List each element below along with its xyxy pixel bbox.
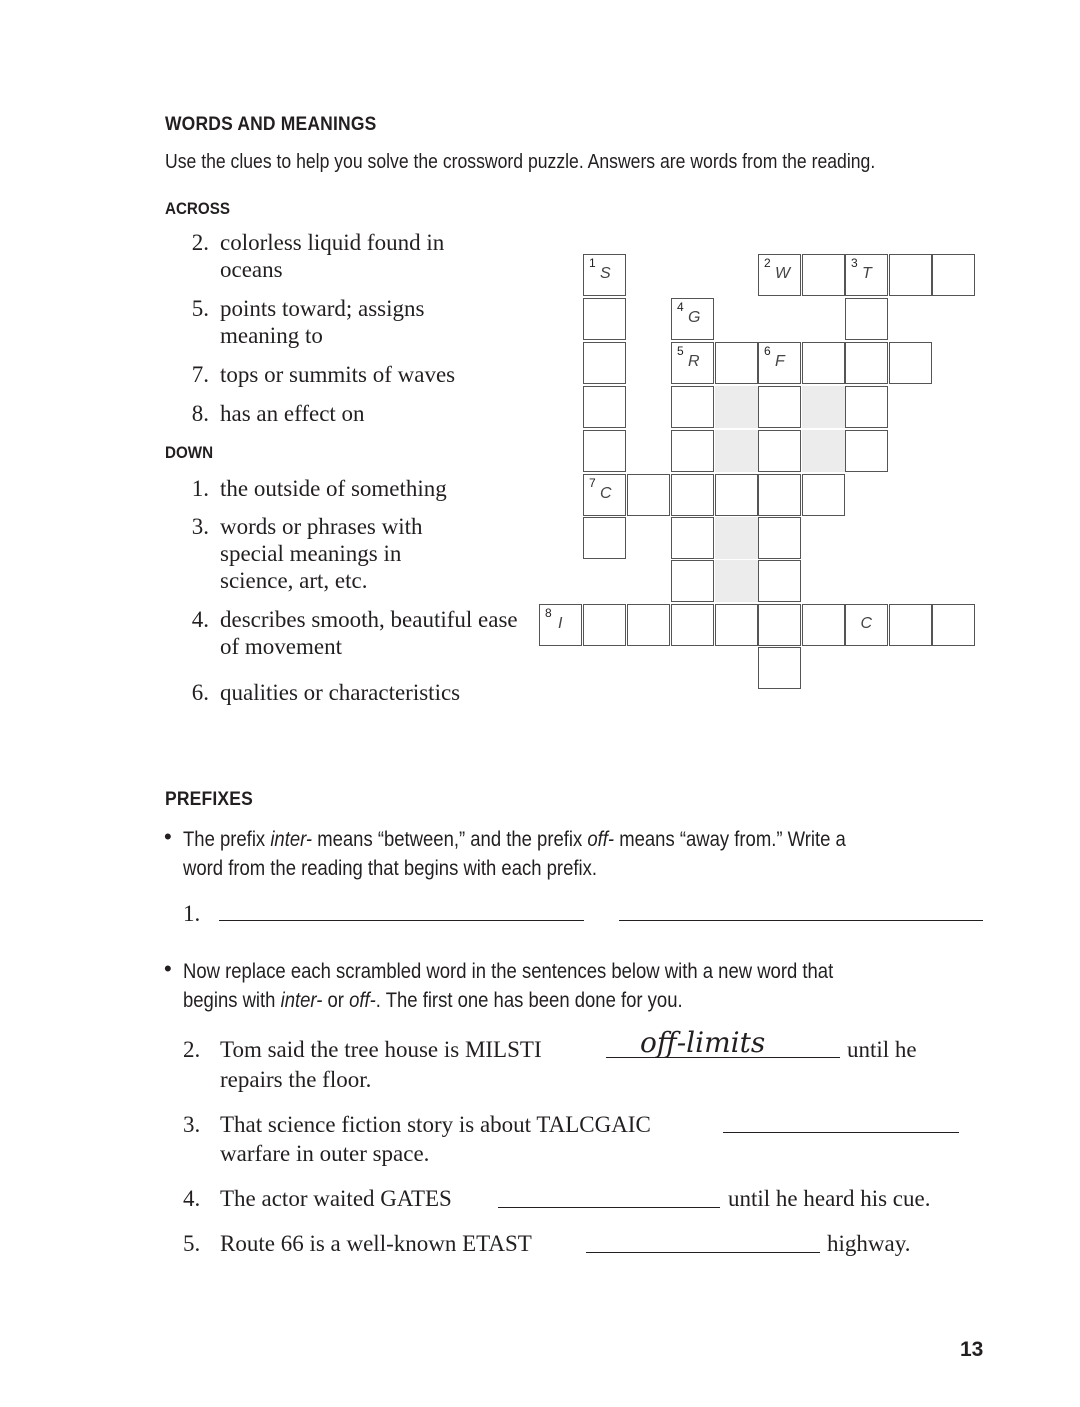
prefix-instruction-2: Now replace each scrambled word in the sentences below with a new word that: [183, 960, 834, 983]
cell-letter: W: [775, 265, 791, 282]
crossword-cell[interactable]: [583, 430, 626, 472]
across-heading: ACROSS: [165, 200, 230, 218]
clue-number: 6.: [191, 680, 209, 705]
sentence-3-text: That science fiction story is about TALCGAIC: [220, 1112, 651, 1137]
answer-line-off[interactable]: [619, 920, 983, 921]
instruction-part: . The first one has been done for you.: [375, 989, 683, 1012]
cell-number: 8: [545, 606, 552, 620]
sentence-3-number: 3.: [183, 1112, 201, 1137]
crossword-cell[interactable]: [583, 517, 626, 559]
clue-number: 5.: [191, 296, 209, 321]
crossword-cell[interactable]: [758, 254, 801, 296]
clue-number: 7.: [191, 362, 209, 387]
crossword-cell[interactable]: [932, 604, 975, 646]
crossword-cell[interactable]: [932, 254, 975, 296]
crossword-cell[interactable]: [845, 342, 888, 384]
prefix-term: off-: [349, 989, 376, 1012]
crossword-cell[interactable]: [671, 430, 714, 472]
item-1-number: 1.: [183, 901, 201, 926]
cell-letter: R: [688, 353, 700, 370]
crossword-cell[interactable]: [845, 604, 888, 646]
crossword-cell[interactable]: [671, 474, 714, 516]
answer-line-inter[interactable]: [219, 920, 584, 921]
crossword-cell[interactable]: [583, 474, 626, 516]
sentence-5-after: highway.: [827, 1231, 911, 1256]
crossword-cell[interactable]: [845, 298, 888, 340]
crossword-cell[interactable]: [715, 342, 758, 384]
crossword-cell[interactable]: [583, 386, 626, 428]
cell-number: 4: [677, 300, 684, 314]
cell-letter: G: [688, 309, 701, 326]
clue-text: describes smooth, beautiful ease of movement: [220, 607, 518, 659]
clue-text: has an effect on: [220, 401, 365, 426]
clue-number: 1.: [191, 476, 209, 501]
crossword-cell[interactable]: [583, 342, 626, 384]
crossword-cell[interactable]: [889, 254, 932, 296]
crossword-cell[interactable]: [758, 430, 801, 472]
prefix-term: off-: [587, 828, 615, 851]
prefix-term: inter-: [280, 989, 323, 1012]
bullet-icon: •: [164, 824, 172, 849]
instruction-part: means “between,” and the prefix: [312, 828, 588, 851]
instruction-part: means “away from.” Write a: [614, 828, 846, 851]
prefix-term: inter-: [270, 828, 313, 851]
instruction-part: begins with: [183, 989, 281, 1012]
crossword-cell[interactable]: [845, 254, 888, 296]
crossword-cell[interactable]: [758, 604, 801, 646]
crossword-cell[interactable]: [889, 604, 932, 646]
cell-letter: T: [862, 265, 872, 282]
cell-number: 5: [677, 344, 684, 358]
cell-number: 3: [851, 256, 858, 270]
blank-block: [802, 430, 845, 472]
blank-block: [802, 386, 845, 428]
sentence-4-number: 4.: [183, 1186, 201, 1211]
clue-number: 3.: [191, 514, 209, 539]
crossword-cell[interactable]: [845, 386, 888, 428]
prefix-instruction-2-cont: [183, 986, 683, 1015]
crossword-cell[interactable]: [671, 560, 714, 602]
sentence-5-number: 5.: [183, 1231, 201, 1256]
sentence-2: [183, 1035, 200, 1065]
clue-text: qualities or characteristics: [220, 680, 461, 705]
answer-line-5[interactable]: [586, 1252, 820, 1253]
crossword-cell[interactable]: [758, 474, 801, 516]
sentence-2-after: until he: [847, 1037, 917, 1062]
crossword-cell[interactable]: [758, 386, 801, 428]
section-title-prefixes: PREFIXES: [165, 789, 253, 810]
crossword-cell[interactable]: [627, 474, 670, 516]
instruction-part: or: [322, 989, 350, 1012]
crossword-cell[interactable]: [671, 298, 714, 340]
sentence-2-text: Tom said the tree house is MILSTI: [220, 1037, 542, 1062]
cell-letter: C: [600, 485, 612, 502]
clue-text: words or phrases with special meanings in science, art, etc.: [220, 514, 423, 593]
crossword-cell[interactable]: [671, 517, 714, 559]
answer-line-4[interactable]: [498, 1207, 720, 1208]
cell-letter: S: [600, 265, 611, 282]
crossword-cell[interactable]: [583, 254, 626, 296]
crossword-cell[interactable]: [671, 342, 714, 384]
blank-block: [715, 430, 758, 472]
clue-number: 2.: [191, 230, 209, 255]
sentence-3-cont: warfare in outer space.: [220, 1141, 430, 1166]
cell-number: 6: [764, 344, 771, 358]
crossword-cell[interactable]: [889, 342, 932, 384]
page-number: 13: [960, 1338, 984, 1361]
blank-block: [715, 386, 758, 428]
answer-line-3[interactable]: [723, 1132, 959, 1133]
crossword-cell[interactable]: [583, 604, 626, 646]
cell-letter: C: [860, 615, 873, 632]
crossword-cell[interactable]: [671, 386, 714, 428]
cell-number: 2: [764, 256, 771, 270]
instruction-part: The prefix: [183, 828, 271, 851]
cell-number: 7: [589, 476, 596, 490]
crossword-cell[interactable]: [758, 647, 801, 689]
sentence-4-text: The actor waited GATES: [220, 1186, 452, 1211]
crossword-cell[interactable]: [539, 604, 582, 646]
crossword-cell[interactable]: [758, 560, 801, 602]
clue-number: 4.: [191, 607, 209, 632]
crossword-cell[interactable]: [802, 474, 845, 516]
prefix-instruction-1: [183, 825, 846, 854]
blank-block: [715, 560, 758, 602]
bullet-icon: •: [164, 956, 172, 981]
sentence-number: 2.: [183, 1037, 201, 1062]
crossword-cell[interactable]: [715, 474, 758, 516]
crossword-cell[interactable]: [802, 342, 845, 384]
crossword-cell[interactable]: [802, 604, 845, 646]
handwritten-answer: off-limits: [640, 1026, 766, 1059]
crossword-cell[interactable]: [758, 517, 801, 559]
clue-text: tops or summits of waves: [220, 362, 456, 387]
section-title-words: WORDS AND MEANINGS: [165, 114, 377, 135]
crossword-cell[interactable]: [845, 430, 888, 472]
crossword-instructions: Use the clues to help you solve the crossword puzzle. Answers are words from the reading.: [165, 151, 876, 173]
sentence-2-cont: repairs the floor.: [220, 1067, 372, 1092]
clue-text: the outside of something: [220, 476, 447, 501]
down-heading: DOWN: [165, 444, 214, 462]
clue-text: points toward; assigns meaning to: [220, 296, 425, 348]
sentence-5-text: Route 66 is a well-known ETAST: [220, 1231, 532, 1256]
prefix-instruction-1-cont: word from the reading that begins with each prefix.: [183, 857, 597, 880]
crossword-cell[interactable]: [583, 298, 626, 340]
clue-text: colorless liquid found in oceans: [220, 230, 445, 282]
crossword-cell[interactable]: [758, 342, 801, 384]
blank-block: [715, 517, 758, 559]
cell-letter: F: [775, 353, 785, 370]
crossword-cell[interactable]: [627, 604, 670, 646]
crossword-cell[interactable]: [802, 254, 845, 296]
clue-number: 8.: [191, 401, 209, 426]
sentence-4-after: until he heard his cue.: [728, 1186, 931, 1211]
crossword-cell[interactable]: [715, 604, 758, 646]
cell-number: 1: [589, 256, 596, 270]
crossword-cell[interactable]: [671, 604, 714, 646]
cell-letter: I: [558, 615, 563, 632]
